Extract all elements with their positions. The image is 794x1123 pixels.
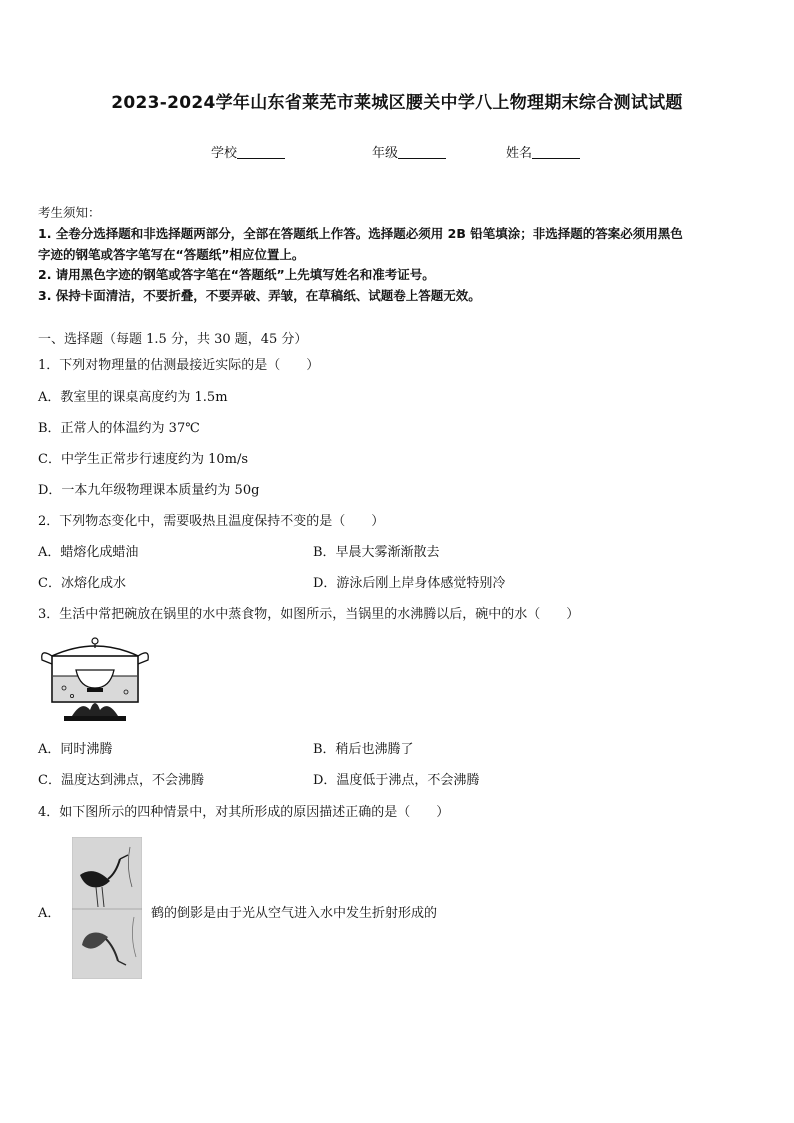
- student-info-row: [0, 142, 794, 160]
- question-3-stem: 3．生活中常把碗放在锅里的水中蒸食物，如图所示，当锅里的水沸腾以后，碗中的水（ ）: [38, 607, 580, 622]
- grade-blank[interactable]: [398, 145, 446, 159]
- question-2-option-b[interactable]: B．早晨大雾渐渐散去: [313, 545, 440, 560]
- question-4-option-a-label[interactable]: A．: [38, 906, 61, 921]
- school-label: 学校: [211, 146, 238, 161]
- notice-heading: 考生须知：: [38, 205, 101, 220]
- notice-line-1: 1. 全卷分选择题和非选择题两部分，全部在答题纸上作答。选择题必须用 2B 铅笔填涂；非选择题的答案必须用黑色: [38, 226, 683, 241]
- question-2-option-d[interactable]: D．游泳后刚上岸身体感觉特别冷: [313, 576, 506, 591]
- crane-reflection-photo: [72, 837, 142, 979]
- school-field: [211, 142, 285, 161]
- question-1-option-d[interactable]: D．一本九年级物理课本质量约为 50g: [38, 483, 260, 498]
- name-label: 姓名: [506, 146, 533, 161]
- section-heading: 一、选择题（每题 1.5 分，共 30 题，45 分）: [38, 332, 308, 347]
- exam-title: 2023-2024学年山东省莱芜市莱城区腰关中学八上物理期末综合测试试题: [111, 93, 683, 113]
- steaming-pot-figure: [38, 630, 150, 726]
- question-3-option-c[interactable]: C．温度达到沸点，不会沸腾: [38, 773, 204, 788]
- notice-line-2: 2. 请用黑色字迹的钢笔或答字笔在“答题纸”上先填写姓名和准考证号。: [38, 267, 435, 282]
- notice-line-1-cont: 字迹的钢笔或答字笔写在“答题纸”相应位置上。: [38, 247, 305, 262]
- name-field: [506, 142, 580, 161]
- question-4-option-a-text[interactable]: 鹤的倒影是由于光从空气进入水中发生折射形成的: [151, 906, 438, 921]
- grade-field: [372, 142, 446, 161]
- name-blank[interactable]: [532, 145, 580, 159]
- question-1-option-c[interactable]: C．中学生正常步行速度约为 10m/s: [38, 452, 248, 467]
- question-3-option-b[interactable]: B．稍后也沸腾了: [313, 742, 414, 757]
- notice-line-3: 3. 保持卡面清洁，不要折叠，不要弄破、弄皱，在草稿纸、试题卷上答题无效。: [38, 288, 481, 303]
- question-2-option-c[interactable]: C．冰熔化成水: [38, 576, 126, 591]
- question-4-stem: 4．如下图所示的四种情景中，对其所形成的原因描述正确的是（ ）: [38, 805, 450, 820]
- question-2-option-a[interactable]: A．蜡熔化成蜡油: [38, 545, 139, 560]
- school-blank[interactable]: [237, 145, 285, 159]
- question-3-option-d[interactable]: D．温度低于沸点，不会沸腾: [313, 773, 480, 788]
- grade-label: 年级: [372, 146, 399, 161]
- question-2-stem: 2．下列物态变化中，需要吸热且温度保持不变的是（ ）: [38, 514, 385, 529]
- question-3-option-a[interactable]: A．同时沸腾: [38, 742, 113, 757]
- question-1-option-b[interactable]: B．正常人的体温约为 37℃: [38, 421, 200, 436]
- question-1-option-a[interactable]: A．教室里的课桌高度约为 1.5m: [38, 390, 228, 405]
- question-1-stem: 1．下列对物理量的估测最接近实际的是（ ）: [38, 358, 320, 373]
